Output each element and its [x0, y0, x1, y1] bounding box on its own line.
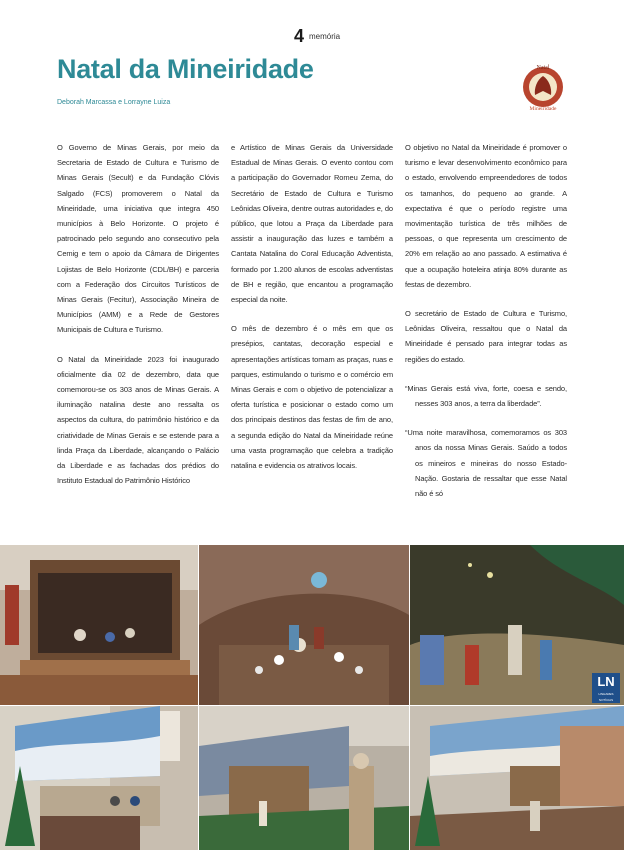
paragraph: O mês de dezembro é o mês em que os presépios, cantatas, decoração especial e apresentações artísticas tomam as praças, ruas e parques, estimulando o turismo e o comércio em Minas Gerais e com o objetivo de potencializar a oferta turística e posicionar o estado como um dos principais destinos das festas de fim de ano, a segunda edição do Natal da Mineiridade reúne uma vasta programação que celebra a tradição natalina e evidencia os atrativos locais.: [231, 324, 393, 471]
page-number: 4: [294, 26, 305, 46]
watermark-logo: [592, 673, 620, 703]
text-column-3: [405, 140, 567, 515]
article-title: Natal da Mineiridade: [57, 54, 314, 84]
paragraph: O secretário de Estado de Cultura e Turismo, Leônidas Oliveira, ressaltou que o Natal da Mineiridade é pensado para integrar todas as regiões do estado.: [405, 309, 567, 364]
nativity-photo-3: [410, 545, 624, 705]
logo-text-bottom: Mineiridade: [529, 106, 557, 112]
paragraph: O Governo de Minas Gerais, por meio da Secretaria de Estado de Cultura e Turismo de Minas Gerais (Secult) e da Fundação Clóvis Salgado (FCS) promoverem o Natal da Mineiridade, uma iniciativa que integra 450 municípios à Belo Horizonte. O projeto é patrocinado pelo segundo ano consecutivo pela Cemig e tem o apoio da Câmara de Dirigentes Lojistas de Belo Horizonte (CDL/BH) e parceria com a Federação dos Circuitos Turísticos de Minas Gerais (Fecitur), Associação Mineira de Municípios (AMM) e a Rede de Gestores Municipais de Cultura e Turismo.: [57, 143, 219, 335]
paragraph: O objetivo no Natal da Mineiridade é promover o turismo e levar desenvolvimento econômico para o estado, envolvendo empreendedores de todos os tamanhos, do pequeno ao grande. A expectativa é que o período registre uma movimentação turística de três milhões de pessoas, o que representa um crescimento de 20% em relação ao ano passado. A estimativa é que a ocupação hoteleira atinja 80% durante as festas de dezembro.: [405, 143, 567, 289]
article-authors: Deborah Marcassa e Lorrayne Luiza: [57, 99, 171, 106]
paragraph: O Natal da Mineiridade 2023 foi inaugurado oficialmente dia 02 de dezembro, data que comemorou-se os 303 anos de Minas Gerais. A iluminação natalina deste ano ressalta os aspectos da cultura, do patrimônio histórico e da criatividade de Minas Gerais e se estende para a linda Praça da Liberdade, alcançando o Palácio da Liberdade e as fachadas dos prédios do Instituto Estadual do Patrimônio Histórico: [57, 354, 219, 486]
text-column-2: [231, 140, 393, 487]
watermark-letters: LN: [597, 674, 615, 689]
section-label: memória: [309, 32, 341, 41]
nativity-photo-1: [0, 545, 198, 705]
photo-gallery: [0, 545, 624, 850]
quote: “Uma noite maravilhosa, comemoramos os 303 anos da nossa Minas Gerais. Saúdo a todos os mineiros e mineiras do nosso Estado-Nação. Gostaria de ressaltar que esse Natal não é só: [405, 428, 567, 499]
nativity-photo-2: [199, 545, 409, 705]
quote: “Minas Gerais está viva, forte, coesa e sendo, nesses 303 anos, a terra da liberdade”.: [405, 383, 567, 409]
nativity-photo-6: [410, 706, 624, 850]
nativity-photo-4: [0, 706, 198, 850]
paragraph: e Artístico de Minas Gerais da Universidade Estadual de Minas Gerais. O evento contou com a participação do Governador Romeu Zema, do Secretário de Estado de Cultura e Turismo Leônidas Oliveira, dentre outras autoridades e, do público, que lotou a Praça da Liberdade para assistir a inauguração das luzes e também a Cantata Natalina do Coral Educação Adventista, formado por 1.200 alunos de escolas adventistas de BH e região, que encantou a programação especial da noite.: [231, 143, 393, 305]
nativity-photo-5: [199, 706, 409, 850]
natal-mineiridade-logo: [521, 62, 565, 112]
watermark-caption: LINHARES NOTÍCIAS: [598, 692, 614, 702]
logo-text-top: Natal: [536, 65, 550, 71]
text-column-1: [57, 140, 219, 502]
